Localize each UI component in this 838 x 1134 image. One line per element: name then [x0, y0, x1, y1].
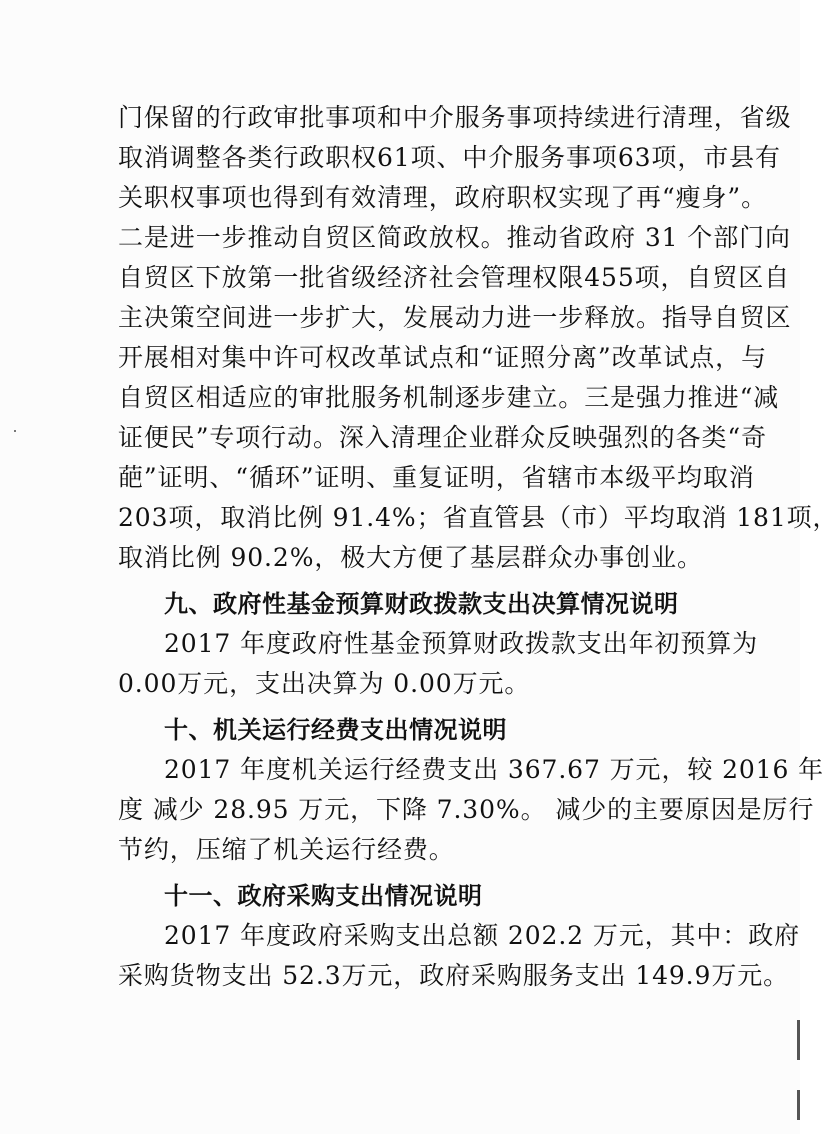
text-line: 203项，取消比例 91.4%；省直管县（市）平均取消 181项， [118, 503, 838, 532]
text-line: 0.00万元，支出决算为 0.00万元。 [118, 669, 531, 698]
paragraph-fund-budget [118, 624, 759, 704]
paragraph-procurement [118, 916, 801, 996]
text-line: 二是进一步推动自贸区简政放权。推动省政府 31 个部门向 [118, 223, 791, 252]
scan-speck [14, 430, 16, 432]
text-line: 2017 年度政府性基金预算财政拨款支出年初预算为 [164, 629, 759, 658]
text-line: 关职权事项也得到有效清理，政府职权实现了再“瘦身”。 [118, 183, 767, 212]
section-heading-operating-costs: 十、机关运行经费支出情况说明 [164, 716, 507, 744]
text-line: 2017 年度政府采购支出总额 202.2 万元，其中：政府 [164, 921, 801, 950]
scan-edge-mark [797, 1020, 800, 1060]
text-line: 度 减少 28.95 万元，下降 7.30%。 减少的主要原因是厉行 [118, 795, 815, 824]
scan-edge-mark [797, 1090, 800, 1120]
section-heading-fund-budget: 九、政府性基金预算财政拨款支出决算情况说明 [164, 590, 679, 618]
text-line: 自贸区相适应的审批服务机制逐步建立。三是强力推进“减 [118, 383, 780, 412]
text-line: 门保留的行政审批事项和中介服务事项持续进行清理，省级 [118, 103, 792, 132]
text-line: 葩”证明、“循环”证明、重复证明，省辖市本级平均取消 [118, 463, 755, 492]
section-heading-procurement: 十一、政府采购支出情况说明 [164, 882, 483, 910]
text-line: 主决策空间进一步扩大，发展动力进一步释放。指导自贸区 [118, 303, 792, 332]
paragraph-reform [118, 98, 838, 578]
text-line: 取消比例 90.2%，极大方便了基层群众办事创业。 [118, 543, 703, 572]
text-line: 采购货物支出 52.3万元，政府采购服务支出 149.9万元。 [118, 961, 790, 990]
text-line: 2017 年度机关运行经费支出 367.67 万元，较 2016 年 [164, 755, 825, 784]
document-body [118, 98, 838, 996]
paragraph-operating-costs [118, 750, 825, 870]
text-line: 节约，压缩了机关运行经费。 [118, 835, 455, 864]
text-line: 取消调整各类行政职权61项、中介服务事项63项，市县有 [118, 143, 781, 172]
text-line: 开展相对集中许可权改革试点和“证照分离”改革试点，与 [118, 343, 767, 372]
text-line: 自贸区下放第一批省级经济社会管理权限455项，自贸区自 [118, 263, 791, 292]
text-line: 证便民”专项行动。深入清理企业群众反映强烈的各类“奇 [118, 423, 767, 452]
